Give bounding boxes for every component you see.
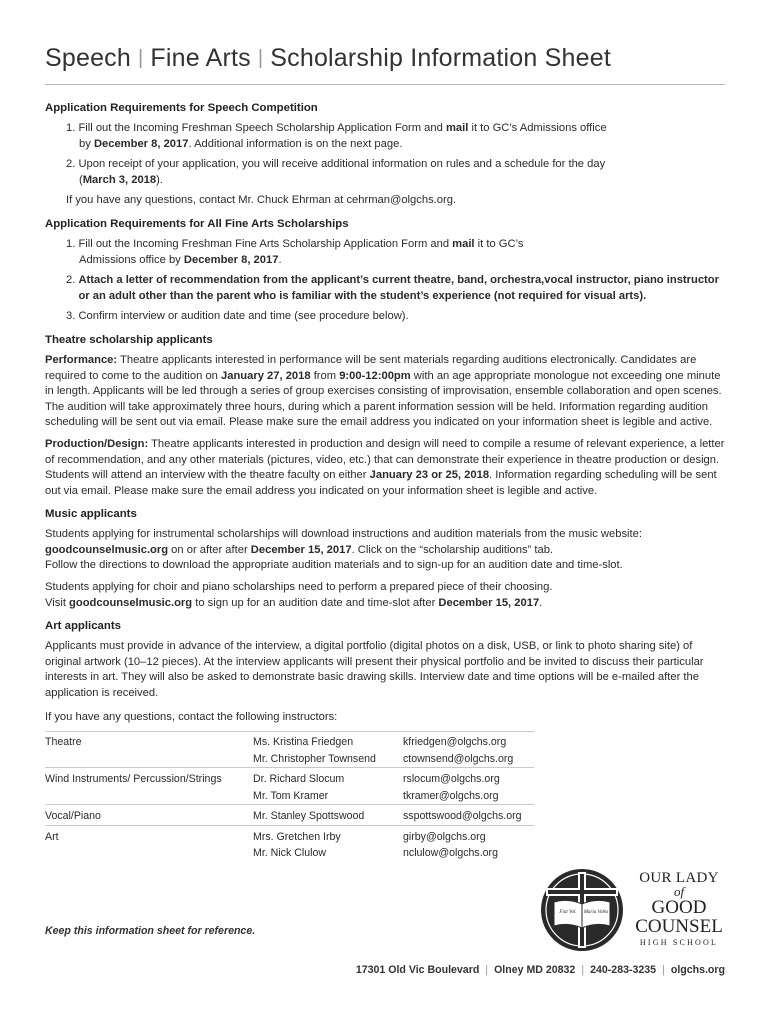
- art-heading: Art applicants: [45, 620, 121, 633]
- contact-email[interactable]: ctownsend@olgchs.org: [403, 752, 514, 765]
- text: 2. Upon receipt of your application, you will receive additional information on rules and a schedule for the day: [66, 158, 606, 171]
- logo-line: GOOD: [651, 897, 707, 918]
- table-row: [45, 768, 534, 788]
- text-bold: mail: [445, 122, 469, 134]
- footer-city: Olney MD 20832: [494, 964, 576, 976]
- contact-email[interactable]: girby@olgchs.org: [403, 825, 534, 845]
- title-speech: Speech: [45, 44, 131, 72]
- contact-name: Mr. Nick Clulow: [253, 847, 326, 860]
- finearts-item-1: [66, 237, 725, 268]
- speech-contact: If you have any questions, contact Mr. Chuck Ehrman at cehrman@olgchs.org.: [66, 194, 457, 207]
- text: .: [278, 253, 282, 266]
- table-row: [45, 805, 534, 826]
- footer-separator: |: [662, 964, 665, 976]
- text: 2.: [66, 274, 79, 287]
- contact-name: Mrs. Gretchen Irby: [253, 825, 403, 845]
- title-divider: [45, 84, 725, 85]
- text: with an age appropriate monologue not exceeding one minute in length. Applicants will be led through a series of group exercises consisting of improvisation, ensemble collaboration and open scenes. The audition will take approximately three hours, during which a parent information session will be held. Information regarding audition scheduling will be sent out via email. Please make sure the email address you indicated on your information sheet is legible and active.: [45, 369, 722, 429]
- text: . Click on the “scholarship auditions” tab.: [351, 543, 554, 556]
- text: Theatre applicants interested in performance will be sent materials regarding auditions electronically. Candidates are required to come to the audition on: [45, 353, 697, 382]
- deadline-date: December 8, 2017: [183, 253, 279, 266]
- contact-name: Mr. Tom Kramer: [253, 789, 329, 802]
- music-website-link[interactable]: goodcounselmusic.org: [69, 596, 193, 609]
- theatre-heading: Theatre scholarship applicants: [45, 333, 213, 346]
- contact-email[interactable]: kfriedgen@olgchs.org: [403, 732, 534, 751]
- music-website-link[interactable]: goodcounselmusic.org: [45, 543, 169, 556]
- text: on or after after: [168, 543, 251, 556]
- art-section: [45, 619, 725, 701]
- contact-name: Mr. Stanley Spottswood: [253, 805, 403, 826]
- contacts-section: [45, 710, 725, 863]
- logo-line: COUNSEL: [635, 916, 723, 937]
- footer-address: 17301 Old Vic Boulevard: [355, 964, 480, 976]
- school-seal-icon: [540, 866, 626, 954]
- page-title: [45, 44, 611, 73]
- audition-time: 9:00-12:00pm: [339, 369, 411, 382]
- text: Admissions office by: [79, 253, 184, 266]
- keep-note: Keep this information sheet for reference.: [45, 925, 256, 937]
- contact-email[interactable]: nclulow@olgchs.org: [403, 847, 498, 860]
- contact-area: [45, 751, 253, 768]
- speech-heading: Application Requirements for Speech Competition: [45, 102, 318, 114]
- footer-website[interactable]: olgchs.org: [670, 964, 725, 976]
- theatre-production: [45, 437, 725, 499]
- finearts-section: [45, 217, 725, 325]
- text: (: [79, 173, 83, 186]
- speech-section: [45, 101, 725, 209]
- text: Theatre applicants interested in production and design will need to compile a resume of relevant experience, a letter of recommendation, and any other materials (pictures, video, etc.) that can demonstrate their experience in theatre production or design. Students will attend an interview with the theatre faculty on either: [45, 437, 725, 482]
- title-separator: |: [138, 47, 144, 69]
- music-choir-piano: [45, 580, 725, 611]
- contact-area: Art: [45, 825, 253, 845]
- music-heading: Music applicants: [45, 508, 137, 521]
- book-left-text: Fiat Vol.: [559, 910, 577, 915]
- book-right-text: Maria Vobis: [583, 910, 609, 915]
- competition-date: March 3, 2018: [82, 173, 157, 186]
- text: Students applying for instrumental scholarships will download instructions and audition materials from the music website:: [45, 528, 642, 541]
- logo-line: HIGH SCHOOL: [639, 938, 719, 947]
- footer-phone: 240-283-3235: [590, 964, 657, 976]
- text: .: [539, 596, 543, 609]
- finearts-item-3: 3. Confirm interview or audition date and time (see procedure below).: [66, 310, 409, 323]
- table-row: [45, 751, 534, 768]
- text: ).: [156, 173, 163, 186]
- music-date: December 15, 2017: [250, 543, 352, 556]
- text: from: [310, 369, 340, 382]
- text: it to GC’s Admissions office: [468, 122, 607, 134]
- theatre-performance: [45, 353, 725, 431]
- finearts-item-2: [66, 273, 725, 304]
- contact-area: [45, 788, 253, 805]
- audition-date: January 27, 2018: [221, 369, 311, 382]
- title-separator: |: [257, 47, 264, 69]
- finearts-heading: Application Requirements for All Fine Arts Scholarships: [45, 217, 349, 230]
- logo-line: OUR LADY: [639, 870, 719, 886]
- music-section: [45, 507, 725, 611]
- contact-name: Mr. Christopher Townsend: [253, 752, 376, 765]
- contact-area: Vocal/Piano: [45, 805, 253, 826]
- logo-wordmark: [628, 870, 730, 950]
- speech-item-2: [66, 157, 725, 188]
- footer: [356, 964, 725, 976]
- hanging-line: [79, 174, 163, 186]
- contact-email[interactable]: sspottswood@olgchs.org: [403, 805, 534, 826]
- hanging-line: [79, 254, 282, 266]
- music-instrumental: [45, 527, 725, 574]
- contact-area: [45, 845, 253, 863]
- recommendation-requirement: Attach a letter of recommendation from the applicant’s current theatre, band, orchestra,vocal instructor, piano instructor or an adult other than the parent who is familiar with the student’s experience (not required for visual arts).: [78, 274, 719, 302]
- table-row: [45, 825, 534, 845]
- school-logo: [540, 866, 730, 956]
- contact-name: Dr. Richard Slocum: [253, 768, 403, 788]
- text: Visit: [45, 596, 70, 609]
- contact-area: Theatre: [45, 732, 253, 751]
- deadline-date: December 8, 2017: [93, 137, 189, 150]
- text: by: [79, 137, 94, 150]
- title-fine-arts: Fine Arts: [150, 44, 251, 72]
- text: 1. Fill out the Incoming Freshman Speech Scholarship Application Form and: [66, 122, 446, 134]
- contact-area: Wind Instruments/ Percussion/Strings: [45, 768, 253, 788]
- text: to sign up for an audition date and time-slot after: [192, 596, 439, 609]
- interview-dates: January 23 or 25, 2018: [369, 469, 490, 482]
- table-row: [45, 788, 534, 805]
- table-row: [45, 845, 534, 863]
- footer-separator: |: [581, 964, 585, 976]
- text: Follow the directions to download the appropriate audition materials and to sign-up for an audition date and time-slot.: [45, 559, 623, 572]
- contact-email[interactable]: rslocum@olgchs.org: [403, 768, 534, 788]
- art-text: Applicants must provide in advance of the interview, a digital portfolio (digital photos on a disk, USB, or link to photo sharing site) of original artwork (10–12 pieces). At the interview applicants will present their physical portfolio and be invited to discuss their particular interests in art. They will also be asked to demonstrate basic drawing skills. Interview date and time options will be e-mailed after the application is received.: [45, 640, 704, 700]
- footer-separator: |: [485, 964, 489, 976]
- document-body: [45, 101, 725, 863]
- text: . Information regarding scheduling will be sent out via email. Please make sure the email address you indicated on your information sheet is legible and active.: [45, 469, 717, 497]
- text: Students applying for choir and piano scholarships need to perform a prepared piece of their choosing.: [45, 581, 553, 594]
- music-date: December 15, 2017: [438, 596, 540, 609]
- hanging-line: [79, 138, 402, 150]
- text: 1. Fill out the Incoming Freshman Fine Arts Scholarship Application Form and: [66, 237, 453, 250]
- production-label: Production/Design:: [45, 437, 149, 450]
- text: . Additional information is on the next page.: [188, 137, 403, 150]
- contact-name: Ms. Kristina Friedgen: [253, 732, 403, 751]
- contacts-intro: If you have any questions, contact the following instructors:: [45, 710, 338, 723]
- contact-email[interactable]: tkramer@olgchs.org: [403, 789, 499, 802]
- performance-label: Performance:: [45, 353, 118, 366]
- table-row: [45, 732, 534, 751]
- contacts-table: [45, 731, 534, 863]
- theatre-section: [45, 333, 725, 499]
- logo-line: of: [673, 884, 685, 899]
- text: it to GC’s: [474, 237, 524, 250]
- text-bold: mail: [452, 237, 475, 250]
- title-info-sheet: Scholarship Information Sheet: [270, 44, 611, 72]
- speech-item-1: [66, 121, 725, 152]
